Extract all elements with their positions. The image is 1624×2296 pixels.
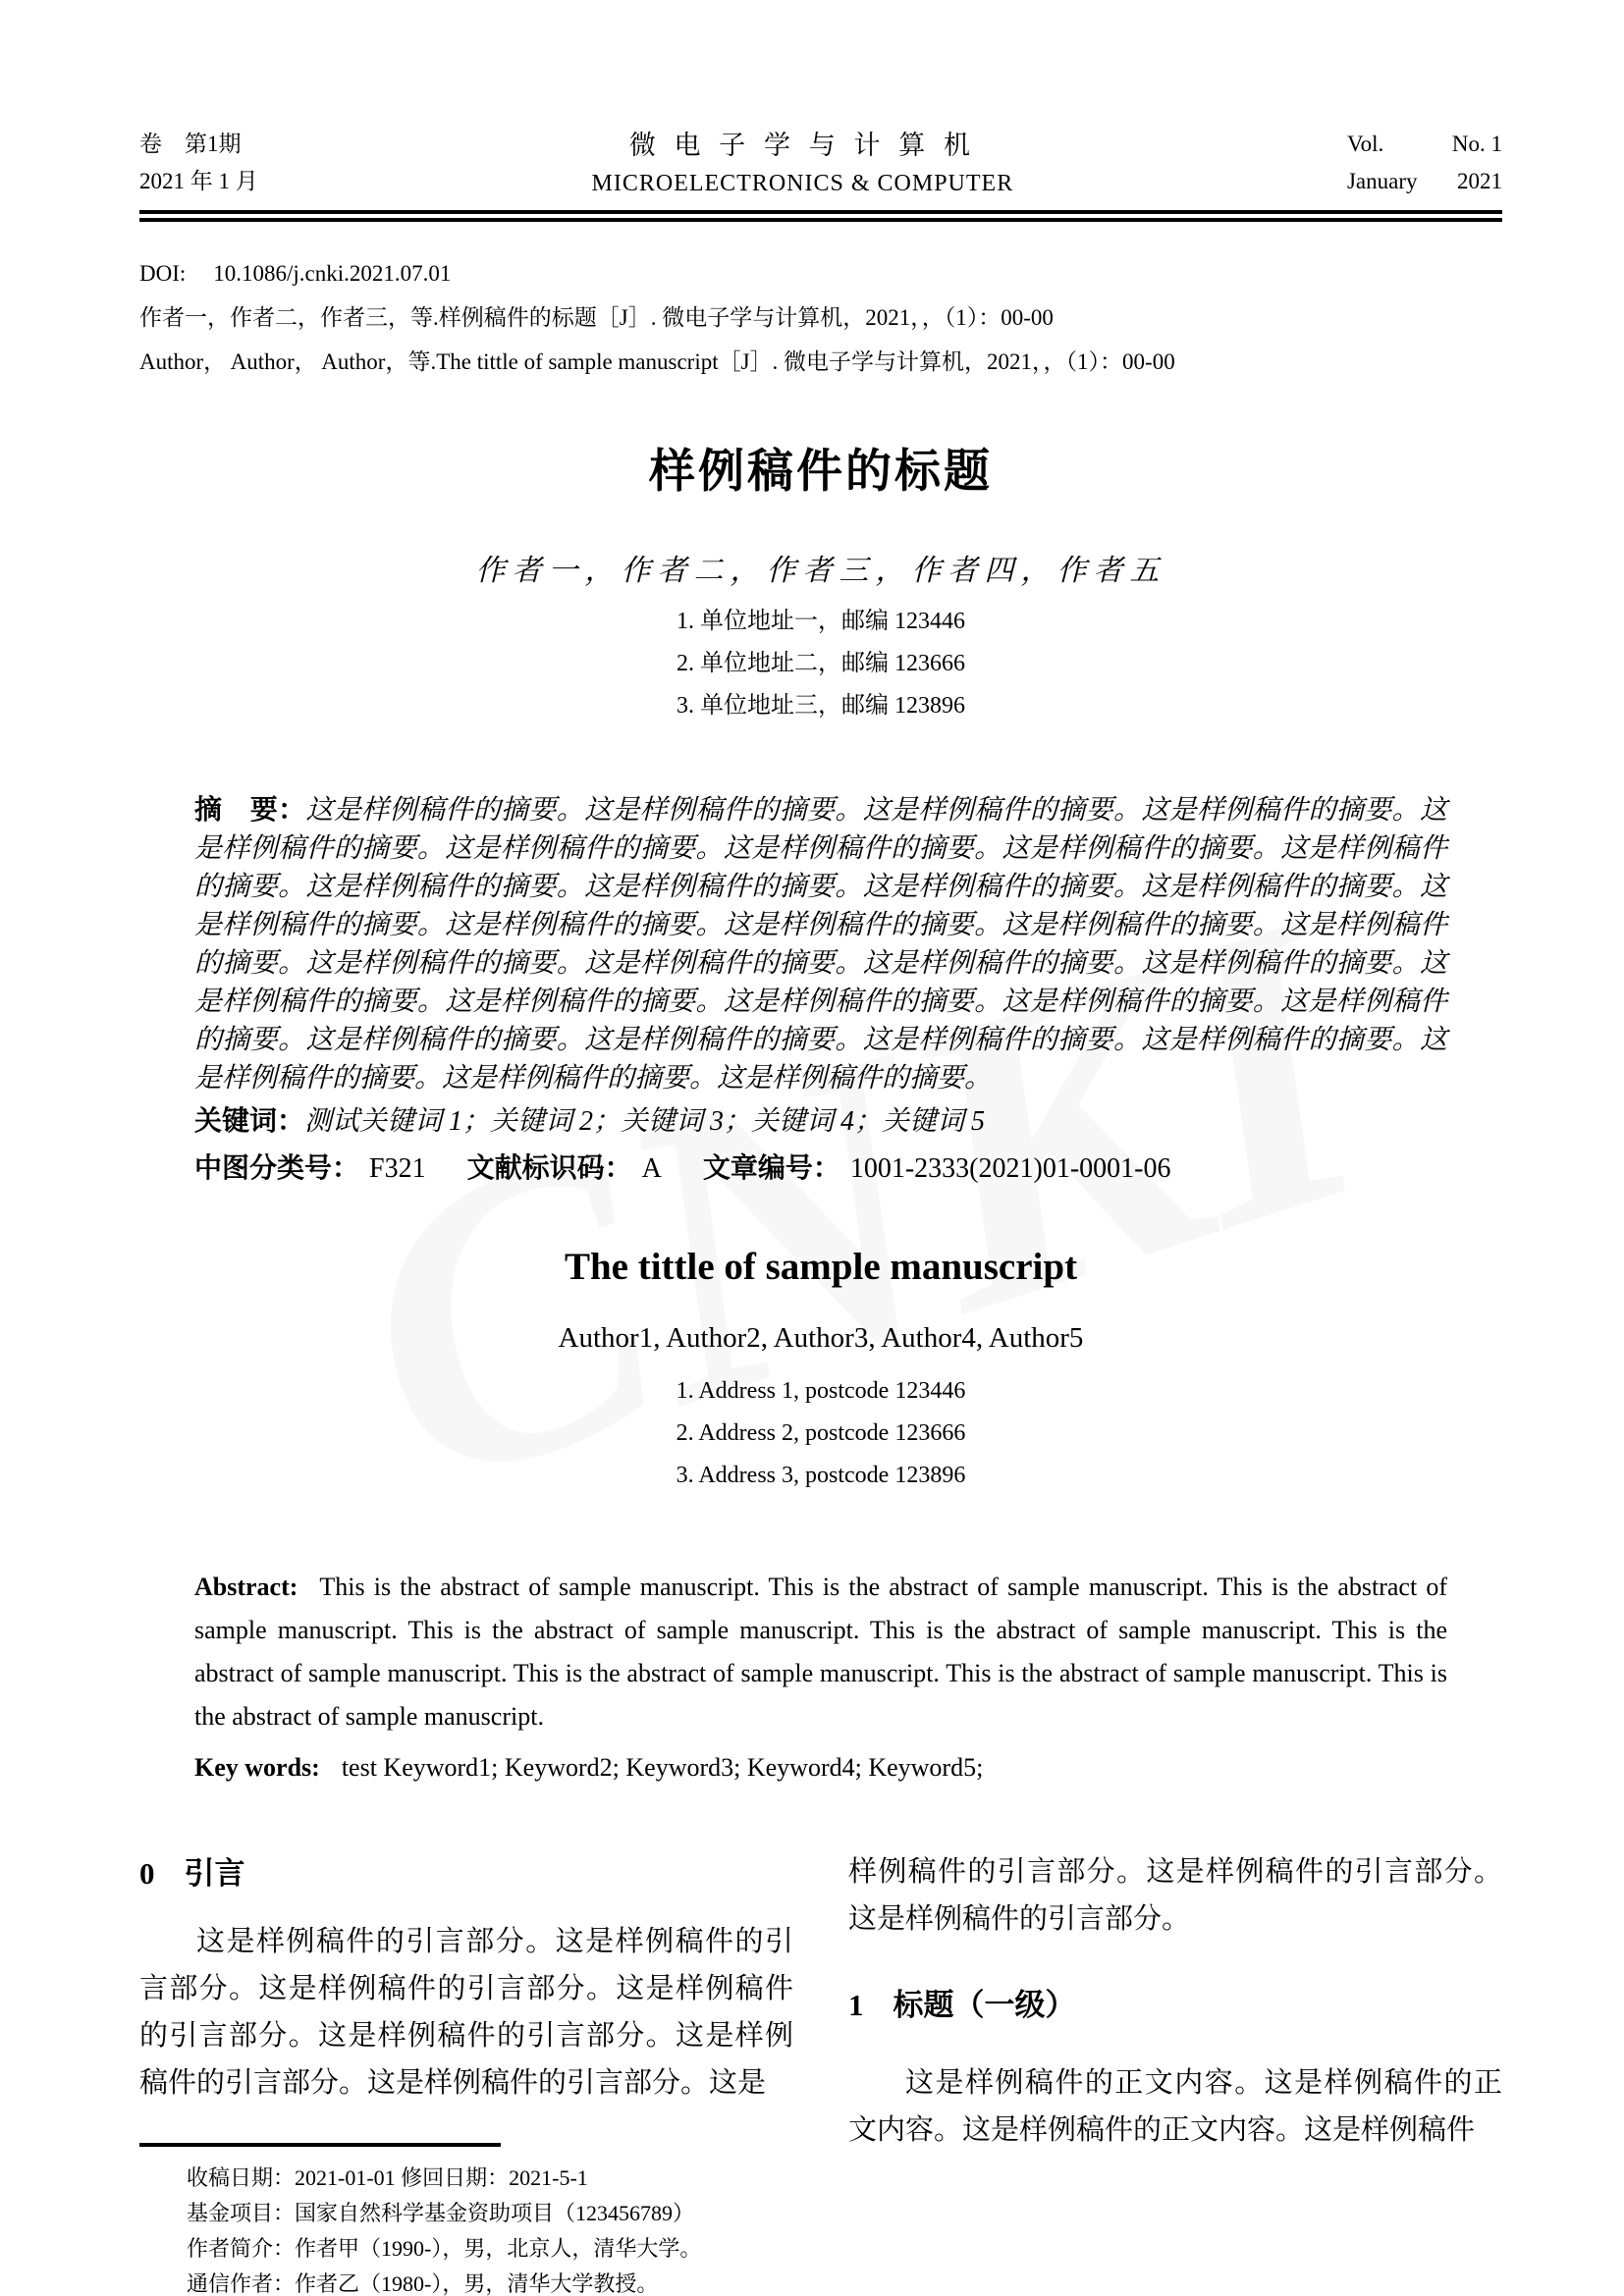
affiliation-line: 3. Address 3, postcode 123896 [676,1463,966,1488]
footnote-block [139,2143,793,2296]
intro-paragraph-left: 这是样例稿件的引言部分。这是样例稿件的引言部分。这是样例稿件的引言部分。这是样例稿件的引言部分。这是样例稿件的引言部分。这是样例稿件的引言部分。这是样例稿件的引言部分。这是 [139,1926,793,2099]
body-paragraph: 这是样例稿件的正文内容。这是样例稿件的正文内容。这是样例稿件的正文内容。这是样例稿件 [848,2067,1502,2146]
doi-label: DOI: [139,261,187,286]
footnote-funding: 基金项目：国家自然科学基金资助项目（123456789） [187,2201,695,2225]
header-double-rule [139,210,1502,222]
article-title-en: The tittle of sample manuscript [564,1246,1078,1288]
issue-line-1: 卷 第1期 [139,132,242,156]
abstract-en [194,1566,1447,1738]
keywords-en: test Keyword1; Keyword2; Keyword3; Keyword4; Keyword5; [341,1753,984,1782]
journal-name-en: MICROELECTRONICS & COMPUTER [591,171,1014,196]
issue-info [139,126,258,200]
issue-line-2: 2021 年 1 月 [139,169,258,193]
clc-line [194,1148,1447,1188]
citation-block [139,251,1502,384]
doi-value: 10.1086/j.cnki.2021.07.01 [213,261,452,286]
section-title: 引言 [184,1856,245,1891]
footnote-author-bio: 作者简介：作者甲（1990-），男，北京人，清华大学。 [187,2236,702,2261]
keywords-label-en: Key words: [194,1753,320,1782]
doc-code-value: A [641,1153,662,1184]
affiliation-line: 1. Address 1, postcode 123446 [676,1378,966,1404]
affiliation-line: 2. 单位地址二，邮编 123666 [677,651,965,676]
authors-en: Author1, Author2, Author3, Author4, Author5 [558,1322,1084,1354]
volume-info [1347,126,1502,200]
section-number: 0 [139,1856,155,1891]
affiliations-cn [139,601,1502,727]
keywords-cn: 测试关键词 1；关键词 2；关键词 3；关键词 4；关键词 5 [304,1106,986,1137]
keywords-line-cn [194,1101,1447,1141]
section-heading-1 [848,1980,1502,2024]
footnote-rule [139,2143,501,2147]
citation-en: Author， Author， Author，等.The tittle of sample manuscript［J］. 微电子学与计算机，2021，，（1）：00-00 [139,349,1175,374]
clc-value: F321 [369,1153,426,1184]
abstract-label-en: Abstract: [194,1573,298,1601]
intro-paragraph-right: 样例稿件的引言部分。这是样例稿件的引言部分。这是样例稿件的引言部分。 [848,1856,1502,1935]
footnote-corresponding: 通信作者：作者乙（1980-），男，清华大学教授。 [187,2271,659,2296]
journal-name-cn: 微 电 子 学 与 计 算 机 [628,131,976,160]
article-id-label: 文章编号： [702,1152,840,1183]
citation-cn: 作者一，作者二，作者三，等.样例稿件的标题［J］. 微电子学与计算机，2021，，（1）：00-00 [139,305,1054,330]
abstract-text-cn: 这是样例稿件的摘要。这是样例稿件的摘要。这是样例稿件的摘要。这是样例稿件的摘要。这是样例稿件的摘要。这是样例稿件的摘要。这是样例稿件的摘要。这是样例稿件的摘要。这是样例稿件的摘要。这是样例稿件的摘要。这是样例稿件的摘要。这是样例稿件的摘要。这是样例稿件的摘要。这是样例稿件的摘要。这是样例稿件的摘要。这是样例稿件的摘要。这是样例稿件的摘要。这是样例稿件的摘要。这是样例稿件的摘要。这是样例稿件的摘要。这是样例稿件的摘要。这是样例稿件的摘要。这是样例稿件的摘要。这是样例稿件的摘要。这是样例稿件的摘要。这是样例稿件的摘要。这是样例稿件的摘要。这是样例稿件的摘要。这是样例稿件的摘要。这是样例稿件的摘要。这是样例稿件的摘要。这是样例稿件的摘要。这是样例稿件的摘要。这是样例稿件的摘要。 [194,795,1447,1094]
vol-label: Vol. [1346,132,1384,156]
affiliation-line: 3. 单位地址三，邮编 123896 [677,693,965,719]
body-columns [139,1848,1502,2296]
keywords-line-en [194,1746,1447,1789]
doi-line [139,251,1502,295]
section-heading-0 [139,1848,793,1893]
right-column [848,1848,1502,2296]
abstract-cn [194,790,1447,1097]
clc-label: 中图分类号： [194,1152,360,1183]
section-number: 1 [848,1988,864,2022]
affiliation-line: 2. Address 2, postcode 123666 [676,1420,966,1446]
abstract-block-cn [139,790,1502,1188]
no-label: No. 1 [1451,132,1502,156]
doc-code-label: 文献标识码： [466,1152,632,1183]
abstract-text-en: This is the abstract of sample manuscript. This is the abstract of sample manuscript. This is the abstract of sample manuscript. This is the abstract of sample manuscript. This is the abstract of sample manuscript. This is the abstract of sample manuscript. This is the abstract of sample manuscript. This is the abstract of sample manuscript. This is the abstract of sample manuscript. [194,1573,1447,1731]
affiliations-en [139,1370,1502,1497]
abstract-label-cn: 摘 要： [194,794,306,825]
footnote-received: 收稿日期：2021-01-01 修回日期：2021-5-1 [187,2165,588,2190]
journal-name [592,126,1014,202]
keywords-label-cn: 关键词： [194,1105,305,1136]
running-head [139,126,1502,202]
authors-cn: 作者一，作者二，作者三，作者四，作者五 [475,555,1166,587]
abstract-block-en [139,1566,1502,1789]
section-title: 标题（一级） [893,1988,1076,2022]
year-label: 2021 [1456,169,1502,193]
month-label: January [1346,169,1418,193]
article-id-value: 1001-2333(2021)01-0001-06 [849,1153,1171,1184]
article-title-cn: 样例稿件的标题 [649,445,993,497]
left-column [139,1848,793,2296]
affiliation-line: 1. 单位地址一，邮编 123446 [677,609,965,634]
